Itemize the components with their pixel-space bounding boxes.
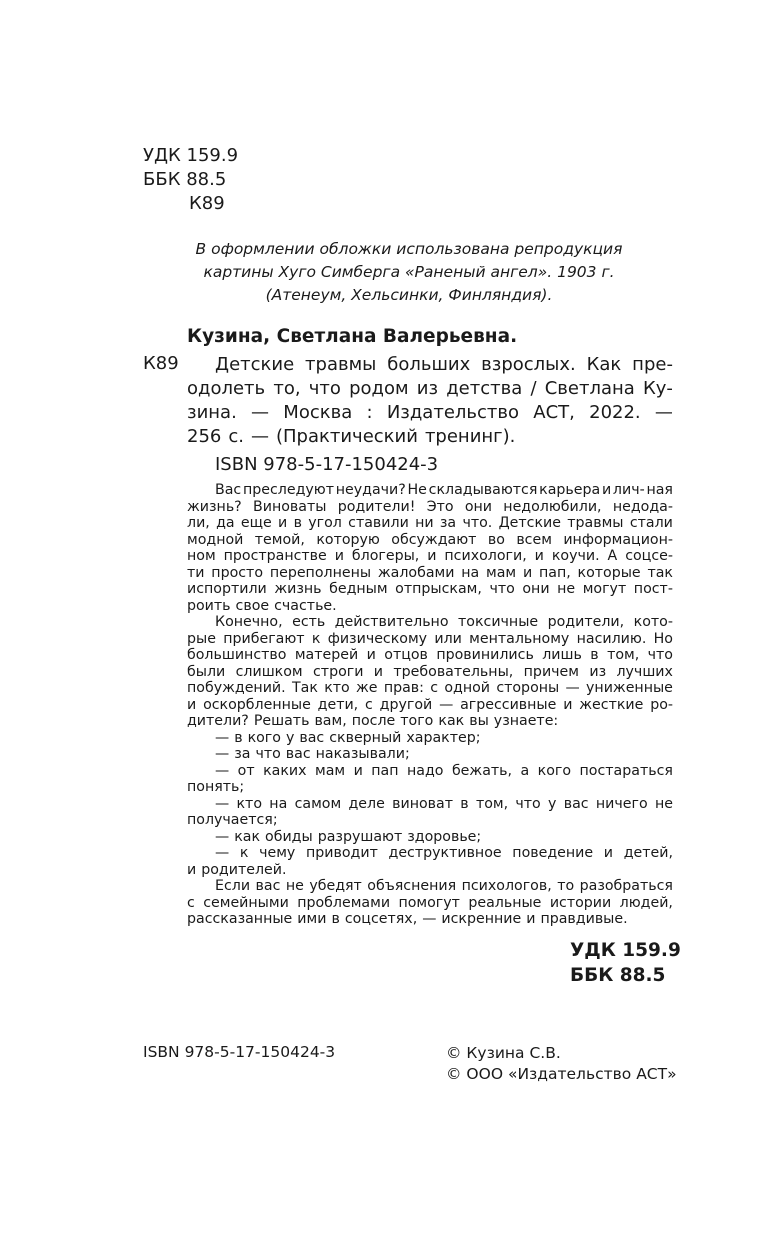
word: и xyxy=(366,647,376,663)
word: том, xyxy=(475,795,509,812)
word: то xyxy=(557,878,575,894)
annotation-line xyxy=(187,878,673,895)
word: недолюбили, xyxy=(503,498,602,515)
word: же xyxy=(356,680,378,696)
word: строги xyxy=(313,663,364,680)
word: соцсетях, xyxy=(344,911,418,927)
word: характер; xyxy=(406,729,481,746)
word: убедят xyxy=(309,878,362,894)
word: психологов, xyxy=(461,878,552,894)
word: соцсе- xyxy=(625,548,673,564)
word: отцов xyxy=(384,647,428,663)
word: и xyxy=(334,548,344,564)
word: лишь xyxy=(542,647,582,663)
word: роить xyxy=(187,597,231,614)
word: кото- xyxy=(633,614,673,630)
classification-codes xyxy=(143,144,238,216)
word: Детские xyxy=(215,354,295,375)
word: дители? xyxy=(187,713,249,729)
word: Не xyxy=(407,482,427,498)
word: истории xyxy=(549,894,612,911)
word: что xyxy=(255,746,281,762)
word: ментальному xyxy=(469,630,570,647)
word: не xyxy=(557,581,576,597)
word: угол xyxy=(308,515,342,531)
annotation-line xyxy=(187,911,673,928)
annotation-line xyxy=(187,515,673,532)
cover-note xyxy=(150,238,668,307)
word: прибегают xyxy=(223,630,305,647)
word: Конечно, xyxy=(215,614,283,630)
word: разрушают xyxy=(317,828,403,845)
word: жизнь? xyxy=(187,498,242,515)
word: всем xyxy=(516,531,552,548)
word: Как xyxy=(586,354,622,375)
word: (Практический xyxy=(275,426,418,447)
word: преследуют xyxy=(242,482,334,498)
word: так xyxy=(647,564,673,581)
word: и xyxy=(603,845,614,861)
word: физическому xyxy=(327,630,428,647)
word: Но xyxy=(653,630,673,647)
word: наказывали; xyxy=(315,746,410,762)
word: психологи, xyxy=(444,548,527,564)
word: что xyxy=(647,647,673,663)
word: правдивые. xyxy=(540,911,628,927)
word: то, xyxy=(273,378,301,399)
word: стали xyxy=(629,515,673,531)
word: объяснения xyxy=(367,878,457,894)
word: том, xyxy=(607,647,640,663)
word: за xyxy=(234,746,251,762)
word: А xyxy=(607,548,618,564)
word: действительно xyxy=(334,614,449,630)
word: в xyxy=(331,911,340,927)
copyright-publisher: © ООО «Издательство АСТ» xyxy=(446,1065,677,1083)
word: после xyxy=(351,713,396,729)
word: стороны xyxy=(496,680,560,696)
word: агрессивные xyxy=(460,696,557,713)
word: травмы xyxy=(305,354,377,375)
annotation-line xyxy=(187,895,673,912)
word: кто xyxy=(324,680,350,696)
word: вас xyxy=(255,878,281,894)
word: Издательство xyxy=(386,402,520,423)
word: узнаете: xyxy=(493,713,559,729)
word: провинились xyxy=(436,647,534,663)
word: информацион- xyxy=(563,531,673,548)
word: дети, xyxy=(317,696,359,713)
word: в xyxy=(293,515,302,531)
word: у xyxy=(285,729,295,746)
word: неудачи? xyxy=(335,482,406,498)
word: взрослых. xyxy=(481,354,576,375)
annotation-line xyxy=(187,499,673,516)
word: и xyxy=(187,696,197,713)
word: счастье. xyxy=(274,597,337,614)
word: 256 xyxy=(187,426,222,447)
word: приводит xyxy=(306,845,378,861)
biblio-line xyxy=(187,377,673,401)
word: родители, xyxy=(547,614,625,630)
author-name: Кузина, Светлана Валерьевна. xyxy=(187,326,518,347)
annotation-line xyxy=(187,647,673,664)
word: прав: xyxy=(383,680,424,696)
word: карьера xyxy=(539,482,601,498)
udk-code: УДК 159.9 xyxy=(143,145,239,166)
cover-note-line: В оформлении обложки использована репродукция xyxy=(195,240,623,258)
word: — xyxy=(215,762,230,779)
word: темой, xyxy=(254,531,305,548)
word: а xyxy=(520,762,530,779)
word: отпрыскам, xyxy=(395,581,482,597)
word: Так xyxy=(291,680,318,696)
word: искренние xyxy=(441,911,522,927)
word: к xyxy=(239,845,249,861)
word: больших xyxy=(387,354,471,375)
cover-note-line: картины Хуго Симберга «Раненый ангел». 1903 г. xyxy=(203,263,615,281)
word: Это xyxy=(426,498,454,515)
word: из xyxy=(416,378,439,399)
word: и xyxy=(522,564,533,581)
word: блогеры, xyxy=(351,548,420,564)
word: с xyxy=(187,894,195,911)
word: / xyxy=(530,378,537,399)
word: родителей. xyxy=(201,861,287,878)
word: вы xyxy=(469,713,489,729)
word: и xyxy=(373,663,384,680)
word: от xyxy=(237,762,255,779)
word: получается; xyxy=(187,812,278,828)
word: деле xyxy=(348,795,385,812)
word: ном xyxy=(187,548,216,564)
word: в xyxy=(590,647,599,663)
word: кого xyxy=(247,729,281,746)
annotation-line xyxy=(187,598,673,615)
word: пространстве xyxy=(223,548,327,564)
bibliographic-description xyxy=(187,353,673,449)
word: помогут xyxy=(398,894,460,911)
word: зина. xyxy=(187,402,237,423)
word: кого xyxy=(537,762,572,779)
word: тренинг). xyxy=(424,426,516,447)
cover-note-line: (Атенеум, Хельсинки, Финляндия). xyxy=(265,286,553,304)
word: что xyxy=(515,795,541,812)
word: как xyxy=(438,713,465,729)
word: — xyxy=(215,729,230,746)
word: недода- xyxy=(612,498,673,515)
annotation xyxy=(187,482,673,928)
word: за xyxy=(439,515,457,531)
word: Ку- xyxy=(642,378,673,399)
word: понять; xyxy=(187,779,245,795)
copyright-author: © Кузина С.В. xyxy=(446,1044,561,1062)
word: лич- xyxy=(612,482,645,498)
word: детей, xyxy=(623,845,673,861)
word: что xyxy=(308,378,341,399)
word: — xyxy=(439,696,454,713)
bbk-code-bold: ББК 88.5 xyxy=(570,965,666,986)
annotation-line xyxy=(187,680,673,697)
word: свое xyxy=(235,597,270,614)
word: ни xyxy=(415,515,434,531)
word: униженные xyxy=(586,680,673,696)
word: которые xyxy=(577,564,641,581)
annotation-line xyxy=(187,581,673,598)
word: и xyxy=(278,515,288,531)
word: и xyxy=(601,482,612,498)
word: и xyxy=(353,762,363,779)
word: матерей xyxy=(294,647,359,663)
word: в xyxy=(234,729,243,746)
word: Виноваты xyxy=(253,498,327,515)
word: одолеть xyxy=(187,378,266,399)
word: Светлана xyxy=(544,378,635,399)
word: на xyxy=(461,564,480,581)
annotation-line xyxy=(187,796,673,813)
biblio-line xyxy=(187,401,673,425)
word: большинство xyxy=(187,647,287,663)
biblio-author-mark: К89 xyxy=(143,353,179,374)
word: что xyxy=(489,581,515,597)
word: на xyxy=(269,795,288,812)
biblio-line xyxy=(187,425,673,449)
word: бежать, xyxy=(451,762,513,779)
word: здоровье; xyxy=(407,828,482,845)
word: вам, xyxy=(314,713,347,729)
word: — xyxy=(215,828,230,845)
word: бедным xyxy=(329,581,388,597)
word: рые xyxy=(187,630,216,647)
word: — xyxy=(250,426,269,447)
word: рассказанные xyxy=(187,911,293,927)
word: переполнены xyxy=(269,564,372,581)
annotation-line xyxy=(187,664,673,681)
word: семейными xyxy=(203,894,289,911)
word: травмы xyxy=(567,515,624,531)
word: что. xyxy=(462,515,493,531)
word: родители! xyxy=(337,498,416,515)
word: коучи. xyxy=(551,548,600,564)
word: детства xyxy=(446,378,523,399)
word: оскорбленные xyxy=(203,696,311,713)
word: мам xyxy=(486,564,517,581)
annotation-line xyxy=(187,746,673,763)
annotation-line xyxy=(187,631,673,648)
word: модной xyxy=(187,531,244,548)
word: которую xyxy=(316,531,380,548)
word: реальные xyxy=(468,894,542,911)
word: с xyxy=(365,696,373,713)
annotation-line xyxy=(187,697,673,714)
word: чему xyxy=(259,845,296,861)
word: причем xyxy=(523,663,579,680)
annotation-line xyxy=(187,532,673,549)
word: они xyxy=(464,498,493,515)
word: могут xyxy=(582,581,627,597)
word: того xyxy=(400,713,434,729)
word: вас xyxy=(285,746,311,762)
word: вас xyxy=(563,795,589,812)
author-mark: К89 xyxy=(189,193,225,214)
annotation-line xyxy=(187,829,673,846)
word: пост- xyxy=(633,581,673,597)
annotation-line xyxy=(187,730,673,747)
annotation-line xyxy=(187,482,673,499)
word: жесткие xyxy=(579,696,644,713)
word: и xyxy=(534,548,544,564)
word: — xyxy=(565,680,580,696)
word: 2022. xyxy=(589,402,641,423)
word: и xyxy=(563,696,573,713)
word: Если xyxy=(215,878,251,894)
word: или xyxy=(434,630,462,647)
word: каких xyxy=(263,762,307,779)
word: разобраться xyxy=(579,878,673,894)
word: в xyxy=(460,795,469,812)
annotation-line xyxy=(187,565,673,582)
word: АСТ, xyxy=(533,402,575,423)
biblio-line xyxy=(187,353,673,377)
word: и xyxy=(427,548,437,564)
word: требовательны, xyxy=(393,663,514,680)
word: они xyxy=(522,581,550,597)
word: родом xyxy=(349,378,409,399)
annotation-line xyxy=(187,862,673,879)
word: ничего xyxy=(595,795,648,812)
word: как xyxy=(234,828,261,845)
word: людей, xyxy=(619,894,673,911)
word: деструктивное xyxy=(388,845,502,861)
word: к xyxy=(311,630,321,647)
word: не xyxy=(285,878,304,894)
word: — xyxy=(215,746,230,762)
word: испортили xyxy=(187,581,267,597)
word: — xyxy=(215,795,230,812)
word: проблемами xyxy=(297,894,391,911)
word: ими xyxy=(297,911,327,927)
word: да xyxy=(216,515,235,531)
word: — xyxy=(215,845,230,861)
word: не xyxy=(654,795,673,812)
word: с xyxy=(430,680,439,696)
word: кто xyxy=(236,795,262,812)
classification-codes-bold xyxy=(570,938,681,988)
word: токсичные xyxy=(458,614,539,630)
annotation-line xyxy=(187,614,673,631)
word: вас xyxy=(299,729,325,746)
annotation-line xyxy=(187,779,673,796)
word: ро- xyxy=(650,696,673,713)
word: другой xyxy=(379,696,433,713)
annotation-line xyxy=(187,713,673,730)
word: ли, xyxy=(187,515,210,531)
isbn-main: ISBN 978-5-17-150424-3 xyxy=(215,454,439,475)
word: ти xyxy=(187,564,205,581)
word: и xyxy=(187,861,197,878)
word: — xyxy=(422,911,437,927)
word: самом xyxy=(294,795,342,812)
word: ставили xyxy=(348,515,409,531)
word: из xyxy=(589,663,607,680)
word: обсуждают xyxy=(391,531,477,548)
annotation-line xyxy=(187,845,673,862)
word: : xyxy=(366,402,373,423)
word: пре- xyxy=(632,354,673,375)
word: — xyxy=(251,402,270,423)
word: побуждений. xyxy=(187,680,286,696)
word: пап, xyxy=(538,564,571,581)
word: Решать xyxy=(253,713,310,729)
word: есть xyxy=(292,614,326,630)
word: обиды xyxy=(265,828,313,845)
word: Москва xyxy=(283,402,353,423)
word: просто xyxy=(211,564,264,581)
word: одной xyxy=(444,680,491,696)
udk-code-bold: УДК 159.9 xyxy=(570,940,681,961)
word: жалобами xyxy=(377,564,455,581)
word: надо xyxy=(407,762,444,779)
isbn-bottom: ISBN 978-5-17-150424-3 xyxy=(143,1043,336,1061)
word: виноват xyxy=(392,795,453,812)
word: ная xyxy=(646,482,673,498)
word: мам xyxy=(315,762,346,779)
word: пап xyxy=(371,762,399,779)
word: были xyxy=(187,663,226,680)
word: лучших xyxy=(616,663,673,680)
word: у xyxy=(548,795,557,812)
word: складываются xyxy=(428,482,538,498)
word: слишком xyxy=(235,663,303,680)
word: жизнь xyxy=(274,581,322,597)
word: постараться xyxy=(579,762,673,779)
annotation-line xyxy=(187,763,673,780)
word: Детские xyxy=(498,515,561,531)
word: с. xyxy=(228,426,244,447)
annotation-line xyxy=(187,548,673,565)
word: скверный xyxy=(329,729,402,746)
word: поведение xyxy=(512,845,594,861)
word: и xyxy=(526,911,536,927)
annotation-line xyxy=(187,812,673,829)
word: Вас xyxy=(215,482,242,498)
word: еще xyxy=(240,515,272,531)
word: насилию. xyxy=(576,630,647,647)
word: — xyxy=(654,402,673,423)
bbk-code: ББК 88.5 xyxy=(143,169,227,190)
copyright xyxy=(446,1043,677,1085)
word: во xyxy=(487,531,505,548)
